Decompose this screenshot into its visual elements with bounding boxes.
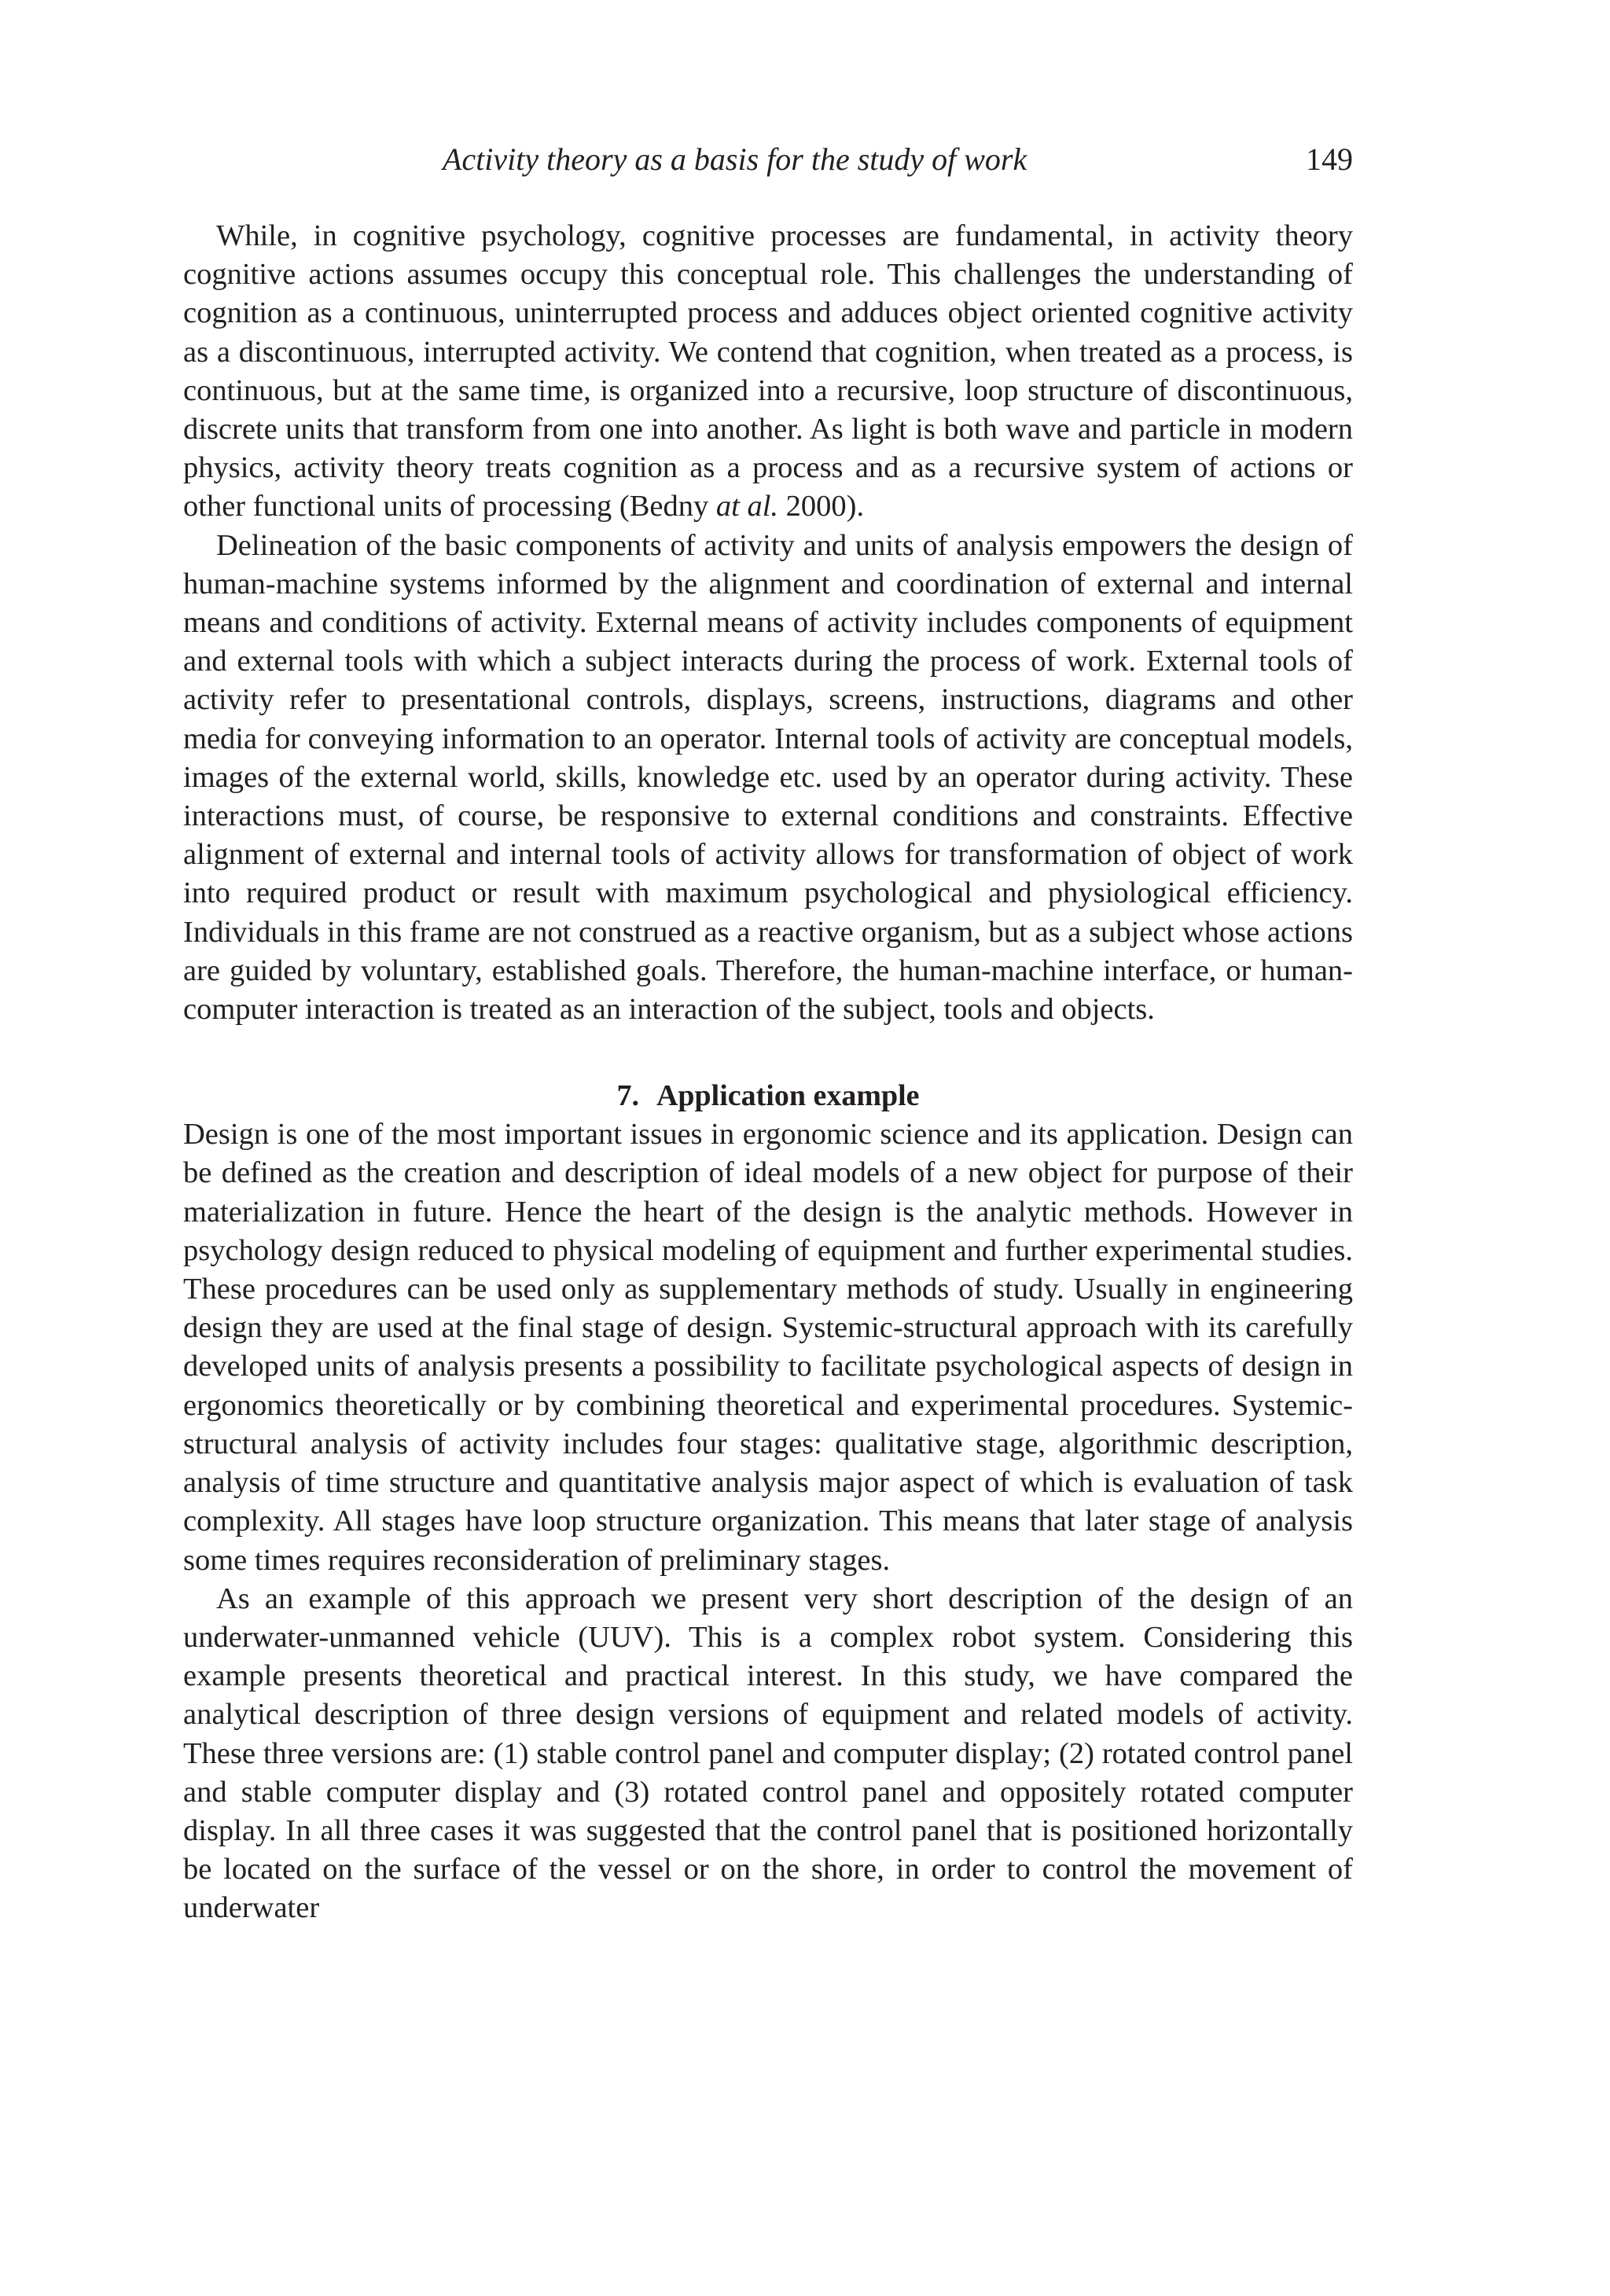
page-number: 149 [1306, 141, 1353, 177]
citation-year: 2000). [778, 490, 865, 523]
section-title: Application example [656, 1079, 920, 1113]
paragraph-delineation: Delineation of the basic components of activity and units of analysis empowers the design of human-machine systems informed by the alignment and coordination of external and internal means and conditions of activity. External means of activity includes components of equipment and external tools with which a subject interacts during the process of work. External tools of activity refer to presentational controls, displays, screens, instructions, diagrams and other media for conveying information to an operator. Internal tools of activity are conceptual models, images of the external world, skills, knowledge etc. used by an operator during activity. These interactions must, of course, be responsive to external conditions and constraints. Effective alignment of external and internal tools of activity allows for transformation of object of work into required product or result with maximum psychological and physiological efficiency. Individuals in this frame are not construed as a reactive organism, but as a subject whose actions are guided by voluntary, established goals. Therefore, the human-machine interface, or human-computer interaction is treated as an interaction of the subject, tools and objects. [183, 528, 1353, 1027]
paragraph-cognition [183, 217, 1353, 527]
section-heading [183, 1077, 1353, 1115]
running-title: Activity theory as a basis for the study of work [443, 141, 1027, 177]
body-text [183, 217, 1353, 1928]
running-head [183, 140, 1353, 179]
citation-italic: at al. [715, 490, 779, 523]
paragraph-design: Design is one of the most important issues in ergonomic science and its application. Design can be defined as the creation and description of ideal models of a new object for purpose of their materialization in future. Hence the heart of the design is the analytic methods. However in psychology design reduced to physical modeling of equipment and further experimental studies. These procedures can be used only as supplementary methods of study. Usually in engineering design they are used at the final stage of design. Systemic-structural approach with its carefully developed units of analysis presents a possibility to facilitate psychological aspects of design in ergonomics theoretically or by combining theoretical and experimental procedures. Systemic-structural analysis of activity includes four stages: qualitative stage, algorithmic description, analysis of time structure and quantitative analysis major aspect of which is evaluation of task complexity. All stages have loop structure organization. This means that later stage of analysis some times requires reconsideration of preliminary stages. [183, 1118, 1353, 1577]
paragraph-cognition-text: While, in cognitive psychology, cognitive processes are fundamental, in activity theory cognitive actions assumes occupy this conceptual role. This challenges the understanding of cognition as a continuous, uninterrupted process and adduces object oriented cognitive activity as a discontinuous, interrupted activity. We contend that cognition, when treated as a process, is continuous, but at the same time, is organized into a recursive, loop structure of discontinuous, discrete units that transform from one into another. As light is both wave and particle in modern physics, activity theory treats cognition as a process and as a recursive system of actions or other functional units of processing (Bedny [183, 219, 1353, 523]
paragraph-uuv-example: As an example of this approach we present very short description of the design of an underwater-unmanned vehicle (UUV). This is a complex robot system. Considering this example presents theoretical and practical interest. In this study, we have compared the analytical description of three design versions of equipment and related models of activity. These three versions are: (1) stable control panel and computer display; (2) rotated control panel and stable computer display and (3) rotated control panel and oppositely rotated computer display. In all three cases it was suggested that the control panel that is positioned horizontally be located on the surface of the vessel or on the shore, in order to control the movement of underwater [183, 1581, 1353, 1925]
section-number: 7. [616, 1079, 639, 1113]
